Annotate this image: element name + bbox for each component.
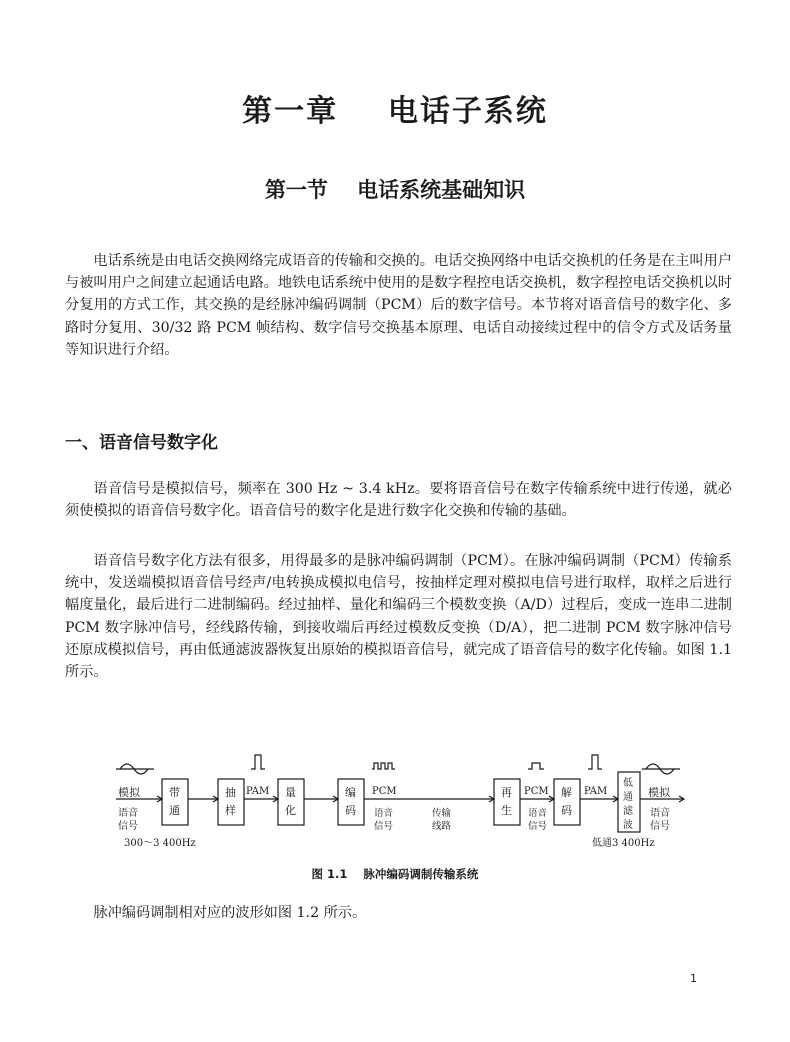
bandpass-text-2: 通 bbox=[169, 804, 180, 817]
decode-text-1: 解 bbox=[561, 786, 572, 799]
decode-text-2: 码 bbox=[561, 804, 572, 817]
pcm-label-1: PCM bbox=[372, 786, 397, 797]
input-label-3: 信号 bbox=[118, 821, 138, 832]
lowpass-text-3: 滤 bbox=[623, 806, 633, 817]
intro-paragraph: 电话系统是由电话交换网络完成语音的传输和交换的。电话交换网络中电话交换机的任务是在主叫用户与被叫用户之间建立起通话电路。地铁电话系统中使用的是数字程控电话交换机，数字程控电话交换机以时分复用的方式工作，其交换的是经脉冲编码调制（PCM）后的数字信号。本节将对语音信号的数字化、多路时分复用、30/32 路 PCM 帧结构、数字信号交换基本原理、电话自动接续过程中的信令方式及话务量等知识进行介绍。 bbox=[65, 253, 732, 358]
lowpass-text-4: 波 bbox=[623, 820, 633, 831]
section-title: 第一节 电话系统基础知识 bbox=[264, 178, 526, 202]
regenerate-text-2: 生 bbox=[501, 804, 512, 817]
quantize-text-2: 化 bbox=[285, 804, 296, 817]
lowpass-text-2: 通 bbox=[623, 792, 633, 803]
bandpass-text-1: 带 bbox=[169, 786, 180, 799]
pcm-pulse-icon bbox=[528, 763, 544, 769]
figure-caption: 图 1.1 脉冲编码调制传输系统 bbox=[311, 867, 479, 881]
encode-text-1: 编 bbox=[345, 786, 356, 799]
output-label-2: 语音 bbox=[650, 808, 670, 819]
pcm-voice-label-2a: 语音 bbox=[528, 808, 548, 819]
sampling-text-2: 样 bbox=[225, 804, 236, 817]
input-label-1: 模拟 bbox=[118, 786, 140, 799]
lowpass-text-1: 低 bbox=[623, 778, 633, 789]
body-paragraph-1: 语音信号是模拟信号，频率在 300 Hz ~ 3.4 kHz。要将语音信号在数字传输系统中进行传递，就必须使模拟的语音信号数字化。语音信号的数字化是进行数字化交换和传输的基础。 bbox=[65, 481, 732, 520]
output-label-1: 模拟 bbox=[648, 786, 670, 799]
chapter-title: 第一章 电话子系统 bbox=[242, 94, 548, 129]
after-figure-paragraph: 脉冲编码调制相对应的波形如图 1.2 所示。 bbox=[93, 905, 367, 921]
line-label-1: 传输 bbox=[432, 808, 452, 819]
band-label: 300～3 400Hz bbox=[124, 838, 196, 849]
pam-label-2: PAM bbox=[584, 786, 608, 797]
pam-label-1: PAM bbox=[246, 786, 270, 797]
pcm-pulses-icon bbox=[372, 763, 395, 769]
input-label-2: 语音 bbox=[118, 808, 138, 819]
pam-pulse-icon-2 bbox=[588, 755, 602, 769]
output-label-3: 信号 bbox=[650, 821, 670, 832]
pcm-voice-label-1a: 语音 bbox=[374, 808, 394, 819]
regenerate-text-1: 再 bbox=[501, 786, 512, 799]
body-paragraph-2: 语音信号数字化方法有很多，用得最多的是脉冲编码调制（PCM）。在脉冲编码调制（PCM）传输系统中，发送端模拟语音信号经声/电转换成模拟电信号，按抽样定理对模拟电信号进行取样，取样之后进行幅度量化，最后进行二进制编码。经过抽样、量化和编码三个模数变换（A/D）过程后，变成一连串二进制 PCM 数字脉冲信号，经线路传输，到接收端后再经过模数反变换（D/A），把二进制 PCM 数字脉冲信号还原成模拟信号，再由低通滤波器恢复出原始的模拟语音信号，就完成了语音信号的数字化传输。如图 1.1 所示。 bbox=[65, 553, 732, 681]
page-number: 1 bbox=[690, 972, 697, 985]
pcm-transmission-diagram bbox=[110, 752, 690, 856]
pcm-voice-label-2b: 信号 bbox=[528, 821, 548, 832]
pcm-voice-label-1b: 信号 bbox=[374, 821, 394, 832]
lowpass-freq-label: 低通3 400Hz bbox=[592, 838, 655, 849]
pam-pulse-icon bbox=[251, 755, 265, 769]
quantize-text-1: 量 bbox=[285, 786, 296, 799]
pcm-label-2: PCM bbox=[524, 786, 549, 797]
line-label-2: 线路 bbox=[432, 821, 452, 832]
subsection-title: 一、语音信号数字化 bbox=[65, 433, 218, 453]
encode-text-2: 码 bbox=[345, 804, 356, 817]
sampling-text-1: 抽 bbox=[225, 786, 236, 799]
